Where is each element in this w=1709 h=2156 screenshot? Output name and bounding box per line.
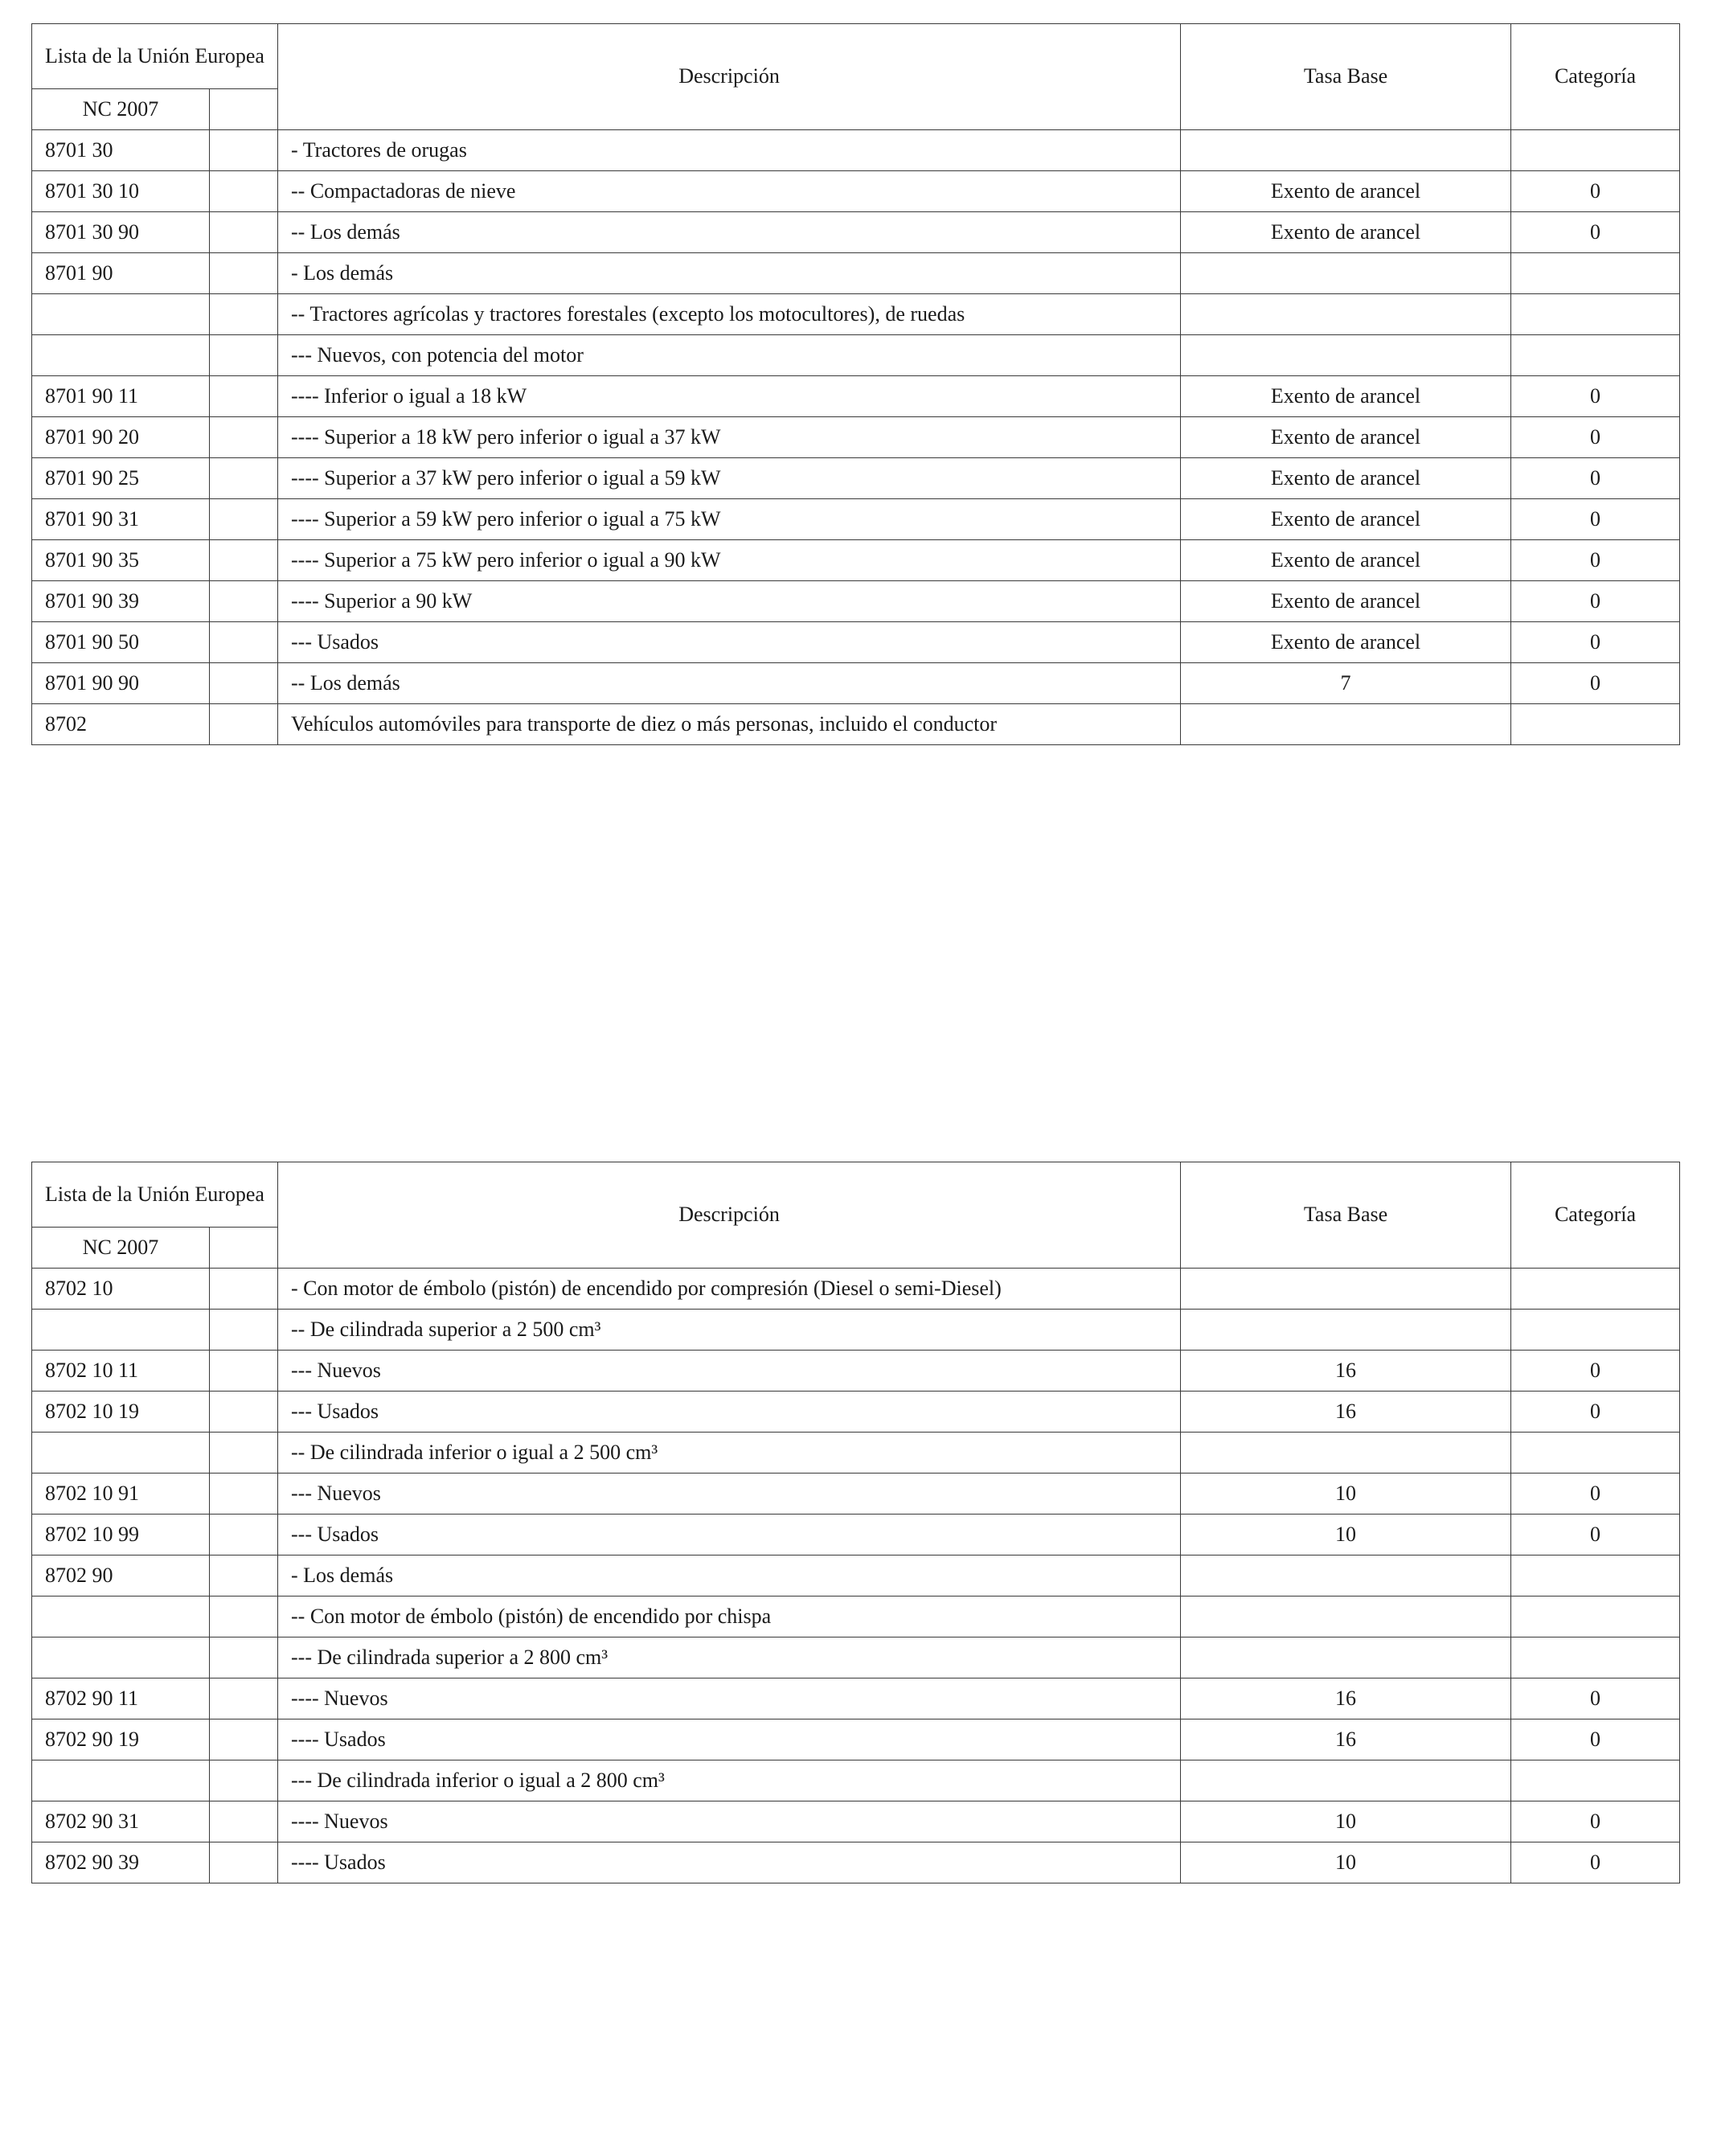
table-row	[32, 1678, 1680, 1719]
category-cell: 0	[1511, 1678, 1680, 1719]
base-rate-cell: 10	[1181, 1474, 1511, 1515]
empty-cell	[210, 1351, 278, 1392]
description-cell: ---- Usados	[278, 1842, 1181, 1883]
base-rate-cell	[1181, 1433, 1511, 1474]
empty-cell	[210, 1269, 278, 1310]
description-header: Descripción	[278, 1162, 1181, 1269]
empty-cell	[210, 253, 278, 294]
category-cell: 0	[1511, 458, 1680, 499]
empty-cell	[210, 540, 278, 581]
description-cell: - Tractores de orugas	[278, 130, 1181, 171]
description-header: Descripción	[278, 24, 1181, 130]
description-cell: -- Compactadoras de nieve	[278, 171, 1181, 212]
category-cell: 0	[1511, 376, 1680, 417]
base-rate-cell	[1181, 1556, 1511, 1597]
empty-cell	[210, 1515, 278, 1556]
category-cell: 0	[1511, 622, 1680, 663]
nc-code-cell	[32, 1597, 210, 1637]
base-rate-cell: Exento de arancel	[1181, 622, 1511, 663]
description-cell: --- Usados	[278, 1515, 1181, 1556]
description-cell: - Los demás	[278, 253, 1181, 294]
empty-header-cell	[210, 1228, 278, 1269]
nc-code-cell: 8701 90 11	[32, 376, 210, 417]
description-cell: Vehículos automóviles para transporte de diez o más personas, incluido el conductor	[278, 704, 1181, 745]
table-row	[32, 1351, 1680, 1392]
table-row	[32, 376, 1680, 417]
category-cell	[1511, 1556, 1680, 1597]
table-row	[32, 1637, 1680, 1678]
category-cell	[1511, 294, 1680, 335]
base-rate-cell	[1181, 130, 1511, 171]
nc-code-cell: 8701 30 10	[32, 171, 210, 212]
nc-2007-header: NC 2007	[32, 89, 210, 130]
base-rate-cell: Exento de arancel	[1181, 171, 1511, 212]
nc-code-cell	[32, 294, 210, 335]
empty-cell	[210, 1392, 278, 1433]
empty-cell	[210, 1760, 278, 1801]
empty-cell	[210, 581, 278, 622]
base-rate-cell	[1181, 1269, 1511, 1310]
table-row	[32, 1597, 1680, 1637]
nc-code-cell: 8701 30	[32, 130, 210, 171]
base-rate-cell: Exento de arancel	[1181, 458, 1511, 499]
table-row	[32, 1760, 1680, 1801]
description-cell: --- Nuevos	[278, 1351, 1181, 1392]
base-rate-cell	[1181, 253, 1511, 294]
base-rate-cell	[1181, 1760, 1511, 1801]
table-row	[32, 253, 1680, 294]
category-cell	[1511, 1637, 1680, 1678]
table-row	[32, 704, 1680, 745]
table-header	[32, 1162, 1680, 1269]
table-row	[32, 581, 1680, 622]
base-rate-cell: Exento de arancel	[1181, 581, 1511, 622]
table-row	[32, 1269, 1680, 1310]
empty-cell	[210, 1556, 278, 1597]
category-cell	[1511, 130, 1680, 171]
nc-code-cell: 8702 90 11	[32, 1678, 210, 1719]
description-cell: ---- Usados	[278, 1719, 1181, 1760]
base-rate-cell: 16	[1181, 1719, 1511, 1760]
category-cell	[1511, 1269, 1680, 1310]
nc-code-cell: 8701 90 20	[32, 417, 210, 458]
eu-list-header: Lista de la Unión Europea	[32, 24, 278, 89]
empty-cell	[210, 294, 278, 335]
base-rate-cell: 16	[1181, 1392, 1511, 1433]
nc-code-cell: 8702 90	[32, 1556, 210, 1597]
empty-cell	[210, 458, 278, 499]
category-cell: 0	[1511, 1474, 1680, 1515]
nc-code-cell	[32, 1637, 210, 1678]
empty-cell	[210, 1678, 278, 1719]
nc-code-cell: 8702 10 11	[32, 1351, 210, 1392]
base-rate-header: Tasa Base	[1181, 24, 1511, 130]
empty-cell	[210, 1719, 278, 1760]
table-row	[32, 130, 1680, 171]
base-rate-cell	[1181, 1310, 1511, 1351]
table-row	[32, 458, 1680, 499]
table-body	[32, 130, 1680, 745]
base-rate-header: Tasa Base	[1181, 1162, 1511, 1269]
empty-cell	[210, 417, 278, 458]
empty-cell	[210, 499, 278, 540]
nc-code-cell: 8702 10	[32, 1269, 210, 1310]
base-rate-cell: Exento de arancel	[1181, 540, 1511, 581]
category-cell: 0	[1511, 1515, 1680, 1556]
base-rate-cell: 10	[1181, 1801, 1511, 1842]
description-cell: ---- Superior a 37 kW pero inferior o igual a 59 kW	[278, 458, 1181, 499]
nc-code-cell: 8702 90 19	[32, 1719, 210, 1760]
description-cell: - Los demás	[278, 1556, 1181, 1597]
description-cell: - Con motor de émbolo (pistón) de encendido por compresión (Diesel o semi-Diesel)	[278, 1269, 1181, 1310]
base-rate-cell: Exento de arancel	[1181, 417, 1511, 458]
table-row	[32, 1433, 1680, 1474]
nc-code-cell: 8701 90 31	[32, 499, 210, 540]
nc-2007-header: NC 2007	[32, 1228, 210, 1269]
table-row	[32, 1842, 1680, 1883]
base-rate-cell: 7	[1181, 663, 1511, 704]
base-rate-cell	[1181, 294, 1511, 335]
description-cell: ---- Superior a 90 kW	[278, 581, 1181, 622]
table-row	[32, 540, 1680, 581]
category-cell: 0	[1511, 499, 1680, 540]
category-cell	[1511, 335, 1680, 376]
description-cell: -- Con motor de émbolo (pistón) de encendido por chispa	[278, 1597, 1181, 1637]
description-cell: ---- Inferior o igual a 18 kW	[278, 376, 1181, 417]
empty-header-cell	[210, 89, 278, 130]
nc-code-cell: 8702 90 39	[32, 1842, 210, 1883]
description-cell: -- Los demás	[278, 212, 1181, 253]
nc-code-cell: 8701 90	[32, 253, 210, 294]
category-cell: 0	[1511, 663, 1680, 704]
empty-cell	[210, 212, 278, 253]
base-rate-cell	[1181, 1597, 1511, 1637]
description-cell: ---- Superior a 59 kW pero inferior o igual a 75 kW	[278, 499, 1181, 540]
category-cell	[1511, 1760, 1680, 1801]
category-cell: 0	[1511, 581, 1680, 622]
category-cell: 0	[1511, 212, 1680, 253]
description-cell: -- Tractores agrícolas y tractores forestales (excepto los motocultores), de ruedas	[278, 294, 1181, 335]
description-cell: --- Usados	[278, 1392, 1181, 1433]
empty-cell	[210, 1474, 278, 1515]
base-rate-cell: 16	[1181, 1678, 1511, 1719]
table-row	[32, 622, 1680, 663]
base-rate-cell: 16	[1181, 1351, 1511, 1392]
category-cell: 0	[1511, 171, 1680, 212]
category-cell: 0	[1511, 1842, 1680, 1883]
table-row	[32, 1556, 1680, 1597]
table-row	[32, 417, 1680, 458]
empty-cell	[210, 1310, 278, 1351]
empty-cell	[210, 1433, 278, 1474]
empty-cell	[210, 335, 278, 376]
description-cell: --- Usados	[278, 622, 1181, 663]
nc-code-cell: 8701 90 39	[32, 581, 210, 622]
description-cell: -- De cilindrada superior a 2 500 cm³	[278, 1310, 1181, 1351]
eu-list-header: Lista de la Unión Europea	[32, 1162, 278, 1228]
empty-cell	[210, 622, 278, 663]
nc-code-cell: 8702 10 19	[32, 1392, 210, 1433]
category-cell: 0	[1511, 540, 1680, 581]
base-rate-cell: Exento de arancel	[1181, 212, 1511, 253]
empty-cell	[210, 376, 278, 417]
table-row	[32, 1310, 1680, 1351]
nc-code-cell: 8702	[32, 704, 210, 745]
category-header: Categoría	[1511, 24, 1680, 130]
table-row	[32, 212, 1680, 253]
empty-cell	[210, 704, 278, 745]
description-cell: ---- Superior a 75 kW pero inferior o igual a 90 kW	[278, 540, 1181, 581]
table-row	[32, 335, 1680, 376]
description-cell: ---- Nuevos	[278, 1801, 1181, 1842]
empty-cell	[210, 171, 278, 212]
table-body	[32, 1269, 1680, 1883]
description-cell: --- De cilindrada superior a 2 800 cm³	[278, 1637, 1181, 1678]
tariff-table-1	[31, 23, 1680, 745]
base-rate-cell	[1181, 704, 1511, 745]
empty-cell	[210, 1637, 278, 1678]
empty-cell	[210, 130, 278, 171]
table-row	[32, 1392, 1680, 1433]
table-row	[32, 1474, 1680, 1515]
category-cell: 0	[1511, 1351, 1680, 1392]
nc-code-cell: 8702 10 91	[32, 1474, 210, 1515]
category-cell: 0	[1511, 1392, 1680, 1433]
tariff-table-2	[31, 1162, 1680, 1883]
empty-cell	[210, 1801, 278, 1842]
nc-code-cell	[32, 1310, 210, 1351]
table-row	[32, 663, 1680, 704]
nc-code-cell: 8701 90 90	[32, 663, 210, 704]
category-cell	[1511, 1433, 1680, 1474]
table-row	[32, 171, 1680, 212]
base-rate-cell	[1181, 1637, 1511, 1678]
category-header: Categoría	[1511, 1162, 1680, 1269]
base-rate-cell: Exento de arancel	[1181, 499, 1511, 540]
description-cell: --- Nuevos	[278, 1474, 1181, 1515]
category-cell	[1511, 253, 1680, 294]
nc-code-cell	[32, 335, 210, 376]
category-cell: 0	[1511, 417, 1680, 458]
description-cell: -- Los demás	[278, 663, 1181, 704]
category-cell	[1511, 1597, 1680, 1637]
base-rate-cell	[1181, 335, 1511, 376]
table-row	[32, 1515, 1680, 1556]
nc-code-cell: 8701 90 35	[32, 540, 210, 581]
category-cell: 0	[1511, 1801, 1680, 1842]
description-cell: ---- Nuevos	[278, 1678, 1181, 1719]
category-cell	[1511, 704, 1680, 745]
base-rate-cell: 10	[1181, 1515, 1511, 1556]
nc-code-cell: 8701 90 25	[32, 458, 210, 499]
description-cell: ---- Superior a 18 kW pero inferior o igual a 37 kW	[278, 417, 1181, 458]
nc-code-cell	[32, 1760, 210, 1801]
table-row	[32, 294, 1680, 335]
category-cell	[1511, 1310, 1680, 1351]
nc-code-cell: 8702 90 31	[32, 1801, 210, 1842]
base-rate-cell: 10	[1181, 1842, 1511, 1883]
table-row	[32, 1719, 1680, 1760]
empty-cell	[210, 1842, 278, 1883]
nc-code-cell: 8702 10 99	[32, 1515, 210, 1556]
empty-cell	[210, 663, 278, 704]
empty-cell	[210, 1597, 278, 1637]
description-cell: --- De cilindrada inferior o igual a 2 800 cm³	[278, 1760, 1181, 1801]
category-cell: 0	[1511, 1719, 1680, 1760]
table-row	[32, 1801, 1680, 1842]
nc-code-cell: 8701 90 50	[32, 622, 210, 663]
nc-code-cell	[32, 1433, 210, 1474]
base-rate-cell: Exento de arancel	[1181, 376, 1511, 417]
nc-code-cell: 8701 30 90	[32, 212, 210, 253]
table-header	[32, 24, 1680, 130]
table-row	[32, 499, 1680, 540]
description-cell: -- De cilindrada inferior o igual a 2 500 cm³	[278, 1433, 1181, 1474]
description-cell: --- Nuevos, con potencia del motor	[278, 335, 1181, 376]
